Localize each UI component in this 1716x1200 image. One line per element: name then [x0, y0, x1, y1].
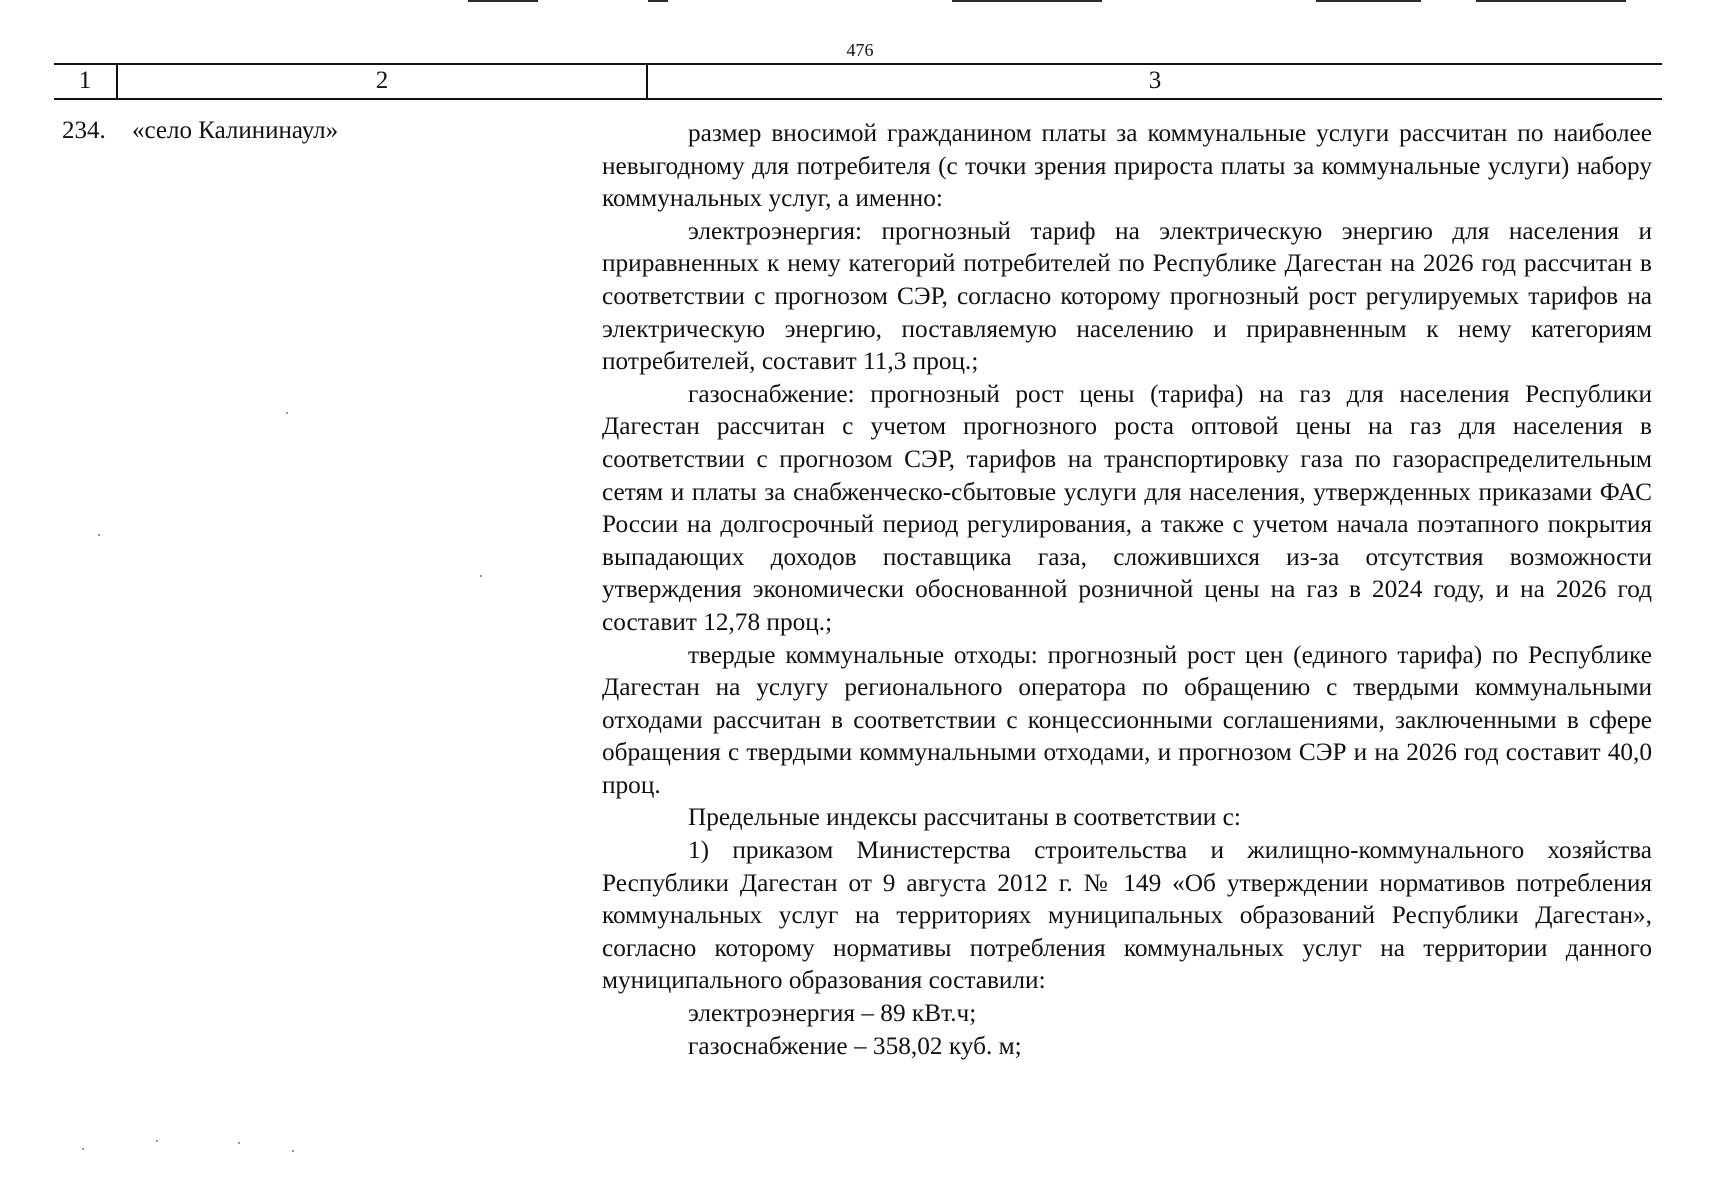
column-header-3: 3 [1148, 67, 1162, 94]
column-header-2: 2 [375, 67, 389, 94]
row-content [602, 117, 1652, 1062]
column-header-1: 1 [78, 67, 92, 94]
scan-edge-mark [1476, 0, 1626, 2]
paragraph-gas: газоснабжение: прогнозный рост цены (тарифа) на газ для населения Республики Дагестан рассчитан с учетом прогнозного роста оптовой цены на газ для населения в соответствии с прогнозом СЭР, тарифов на транспортировку газа по газораспределительным сетям и платы за снабженческо-сбытовые услуги для населения, утвержденных приказами ФАС России на долгосрочный период регулирования, а также с учетом начала поэтапного покрытия выпадающих доходов поставщика газа, сложившихся из-за отсутствия возможности утверждения экономически обоснованной розничной цены на газ в 2024 году, и на 2026 год составит 12,78 проц.; [602, 379, 1652, 636]
scan-speck [156, 1140, 158, 1142]
municipality-name: «село Калининаул» [132, 117, 339, 144]
scan-edge-mark [648, 0, 668, 2]
scan-speck [292, 1150, 294, 1152]
scan-speck [480, 575, 482, 577]
scan-speck [238, 1142, 240, 1144]
paragraph-fee-calculation: размер вносимой гражданином платы за коммунальные услуги рассчитан по наиболее невыгодному для потребителя (с точки зрения прироста платы за коммунальные услуги) набору коммунальных услуг, а именно: [602, 119, 1652, 213]
row-number: 234. [62, 117, 106, 144]
paragraph-indices-basis: Предельные индексы рассчитаны в соответствии с: [688, 803, 1241, 832]
paragraph-electricity-norm: электроэнергия – 89 кВт.ч; [688, 999, 977, 1028]
paragraph-ministry-order: 1) приказом Министерства строительства и жилищно-коммунального хозяйства Республики Дагестан от 9 августа 2012 г. № 149 «Об утверждении нормативов потребления коммунальных услуг на территориях муниципальных образований Республики Дагестан», согласно которому нормативы потребления коммунальных услуг на территории данного муниципального образования составили: [602, 836, 1652, 995]
scan-edge-mark [468, 0, 538, 2]
scan-speck [98, 534, 100, 536]
table-header-row [54, 63, 1662, 100]
page-number: 476 [846, 40, 874, 60]
scan-edge-mark [1316, 0, 1421, 2]
scan-speck [286, 412, 288, 414]
scan-edge-mark [952, 0, 1102, 2]
paragraph-solid-waste: твердые коммунальные отходы: прогнозный рост цен (единого тарифа) по Республике Дагестан на услугу регионального оператора по обращению с твердыми коммунальными отходами рассчитан в соответствии с концессионными соглашениями, заключенными в сфере обращения с твердыми коммунальными отходами, и прогнозом СЭР и на 2026 год составит 40,0 проц. [602, 640, 1652, 799]
paragraph-gas-norm: газоснабжение – 358,02 куб. м; [688, 1031, 1022, 1060]
paragraph-electricity: электроэнергия: прогнозный тариф на электрическую энергию для населения и приравненных к нему категорий потребителей по Республике Дагестан на 2026 год рассчитан в соответствии с прогнозом СЭР, согласно которому прогнозный рост регулируемых тарифов на электрическую энергию, поставляемую населению и приравненным к нему категориям потребителей, составит 11,3 проц.; [602, 216, 1652, 376]
scan-speck [82, 1148, 84, 1150]
